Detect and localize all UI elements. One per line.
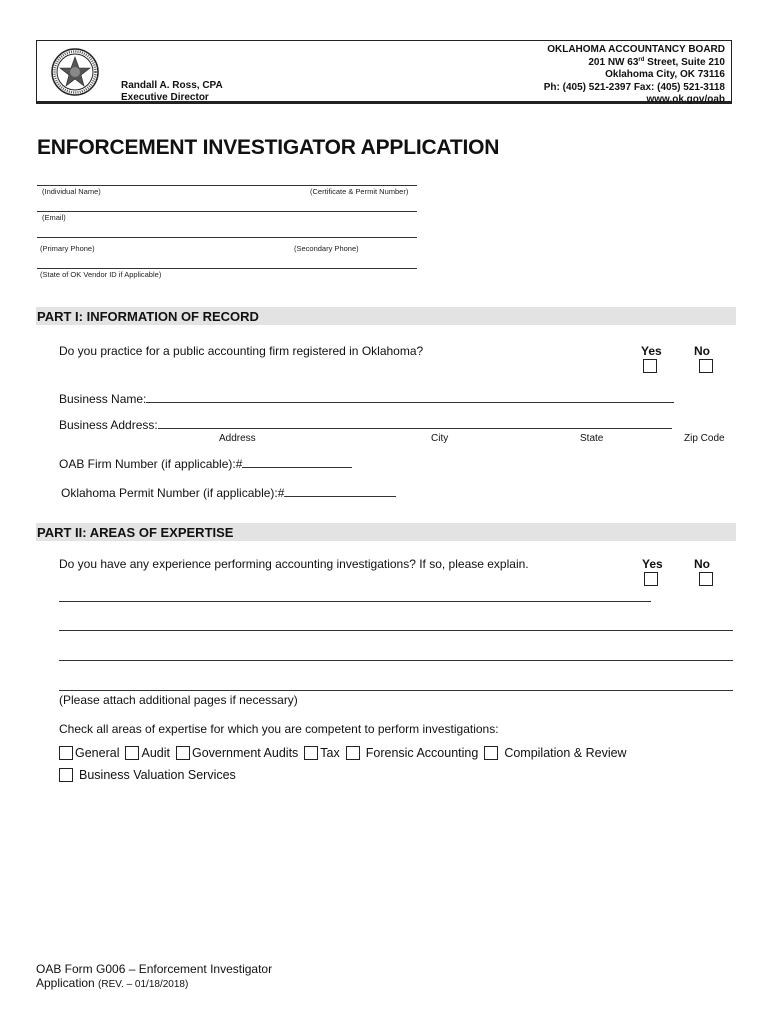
expertise-compilation-review-checkbox[interactable] bbox=[484, 746, 498, 760]
vendor-id-label: (State of OK Vendor ID if Applicable) bbox=[40, 270, 162, 279]
permit-number-label: Oklahoma Permit Number (if applicable):# bbox=[61, 486, 285, 500]
expertise-government-audits-label: Government Audits bbox=[191, 746, 299, 760]
primary-phone-label: (Primary Phone) bbox=[40, 244, 95, 253]
attach-note: (Please attach additional pages if necessary) bbox=[59, 693, 298, 707]
explain-line-1[interactable] bbox=[59, 601, 651, 602]
business-name-field bbox=[59, 392, 674, 406]
firm-number-field bbox=[59, 457, 352, 471]
check-prompt: Check all areas of expertise for which you are competent to perform investigations: bbox=[59, 722, 499, 736]
part2-yes-checkbox[interactable] bbox=[644, 572, 658, 586]
vendor-id-line[interactable] bbox=[37, 268, 417, 269]
street-suffix: rd bbox=[638, 56, 645, 63]
part2-no-checkbox[interactable] bbox=[699, 572, 713, 586]
business-address-field bbox=[59, 418, 672, 432]
expertise-business-valuation-label: Business Valuation Services bbox=[79, 768, 236, 782]
part2-yes-label: Yes bbox=[642, 557, 663, 571]
part1-no-checkbox[interactable] bbox=[699, 359, 713, 373]
email-line[interactable] bbox=[37, 211, 417, 212]
expertise-general-label: General bbox=[75, 746, 120, 760]
part1-question: Do you practice for a public accounting firm registered in Oklahoma? bbox=[59, 344, 424, 358]
board-address-block bbox=[544, 44, 725, 107]
board-name: OKLAHOMA ACCOUNTANCY BOARD bbox=[547, 44, 725, 55]
expertise-row-1 bbox=[59, 746, 633, 760]
street-number: 201 NW 63 bbox=[588, 56, 639, 68]
firm-number-input[interactable] bbox=[242, 458, 352, 468]
expertise-audit-checkbox[interactable] bbox=[125, 746, 139, 760]
expertise-compilation-review-label: Compilation & Review bbox=[504, 746, 627, 760]
board-city: Oklahoma City, OK 73116 bbox=[605, 69, 725, 80]
explain-line-2[interactable] bbox=[59, 630, 733, 631]
explain-line-4[interactable] bbox=[59, 690, 733, 691]
expertise-tax[interactable] bbox=[304, 746, 339, 760]
footer-line-1: OAB Form G006 – Enforcement Investigator bbox=[36, 962, 273, 976]
expertise-row-2 bbox=[59, 768, 242, 782]
secondary-phone-label: (Secondary Phone) bbox=[294, 244, 359, 253]
individual-name-label: (Individual Name) bbox=[42, 187, 101, 196]
expertise-forensic-accounting-checkbox[interactable] bbox=[346, 746, 360, 760]
letterhead bbox=[36, 40, 732, 104]
part1-no-label: No bbox=[694, 344, 710, 358]
expertise-forensic-accounting-label: Forensic Accounting bbox=[365, 746, 479, 760]
part1-yes-label: Yes bbox=[641, 344, 662, 358]
part1-yes-checkbox[interactable] bbox=[643, 359, 657, 373]
director-title: Executive Director bbox=[121, 92, 209, 103]
footer-form-name: Application bbox=[36, 976, 99, 990]
part2-no-label: No bbox=[694, 557, 710, 571]
expertise-government-audits[interactable] bbox=[176, 746, 298, 760]
business-name-label: Business Name: bbox=[59, 392, 147, 406]
firm-number-label: OAB Firm Number (if applicable):# bbox=[59, 457, 243, 471]
permit-number-field bbox=[61, 486, 396, 500]
expertise-general[interactable] bbox=[59, 746, 119, 760]
expertise-compilation-review[interactable] bbox=[484, 746, 626, 760]
director-block bbox=[121, 80, 223, 104]
state-sublabel: State bbox=[580, 433, 604, 444]
individual-name-line[interactable] bbox=[37, 185, 417, 186]
expertise-general-checkbox[interactable] bbox=[59, 746, 73, 760]
footer-line-2 bbox=[36, 976, 272, 992]
part1-title: PART I: INFORMATION OF RECORD bbox=[37, 309, 259, 324]
business-address-input[interactable] bbox=[158, 419, 672, 429]
expertise-tax-checkbox[interactable] bbox=[304, 746, 318, 760]
expertise-business-valuation[interactable] bbox=[59, 768, 236, 782]
page-title: ENFORCEMENT INVESTIGATOR APPLICATION bbox=[37, 136, 500, 159]
expertise-audit[interactable] bbox=[125, 746, 170, 760]
director-name: Randall A. Ross, CPA bbox=[121, 80, 223, 91]
expertise-forensic-accounting[interactable] bbox=[346, 746, 479, 760]
part2-title: PART II: AREAS OF EXPERTISE bbox=[37, 525, 234, 540]
expertise-business-valuation-checkbox[interactable] bbox=[59, 768, 73, 782]
expertise-audit-label: Audit bbox=[141, 746, 170, 760]
cert-permit-label: (Certificate & Permit Number) bbox=[310, 187, 409, 196]
street-rest: Street, Suite 210 bbox=[644, 56, 725, 68]
explain-line-3[interactable] bbox=[59, 660, 733, 661]
footer-revision: (REV. – 01/18/2018) bbox=[98, 979, 189, 990]
zip-sublabel: Zip Code bbox=[684, 433, 725, 444]
permit-number-input[interactable] bbox=[284, 487, 396, 497]
part2-question: Do you have any experience performing accounting investigations? If so, please explain. bbox=[59, 557, 529, 571]
business-name-input[interactable] bbox=[146, 393, 674, 403]
board-website[interactable]: www.ok.gov/oab bbox=[646, 94, 725, 105]
email-label: (Email) bbox=[42, 213, 66, 222]
board-phone-fax: Ph: (405) 521-2397 Fax: (405) 521-3118 bbox=[543, 81, 725, 93]
form-footer bbox=[36, 962, 272, 992]
expertise-government-audits-checkbox[interactable] bbox=[176, 746, 190, 760]
state-seal-icon bbox=[51, 48, 99, 96]
city-sublabel: City bbox=[431, 433, 449, 444]
expertise-tax-label: Tax bbox=[320, 746, 340, 760]
address-sublabel: Address bbox=[219, 433, 256, 444]
business-address-label: Business Address: bbox=[59, 418, 158, 432]
phone-line[interactable] bbox=[37, 237, 417, 238]
board-street bbox=[544, 57, 725, 70]
